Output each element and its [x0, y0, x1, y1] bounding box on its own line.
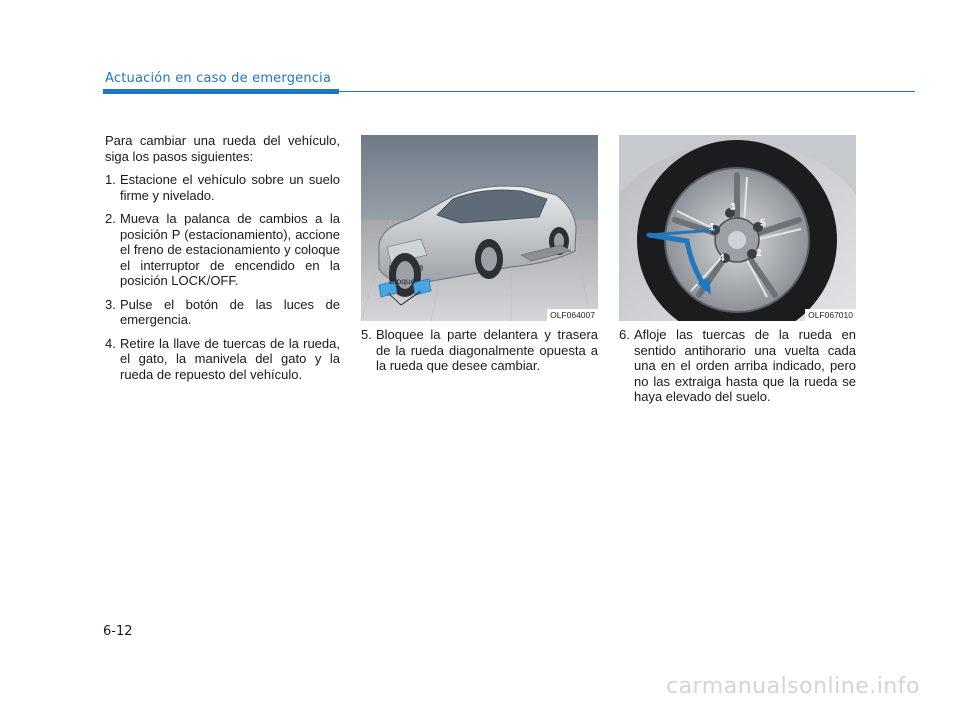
middle-column — [361, 327, 598, 382]
step-text: Estacione el vehículo sobre un suelo firme y nivelado. — [120, 172, 340, 203]
block-label: Bloque — [389, 276, 416, 286]
step-number: 3. — [105, 296, 116, 312]
header-rule — [339, 91, 915, 92]
step-item — [105, 297, 340, 328]
wheel-nut-order-icon — [619, 135, 856, 321]
step-item — [619, 327, 856, 405]
step-item — [105, 211, 340, 289]
right-column — [619, 327, 856, 413]
step-item — [105, 336, 340, 383]
step-number: 6. — [619, 327, 630, 342]
step-text: Bloquee la parte delantera y trasera de la rueda diagonalmente opuesta a la rueda que desee cambiar. — [376, 327, 598, 373]
step-text: Retire la llave de tuercas de la rueda, el gato, la manivela del gato y la rueda de repuesto del vehículo. — [120, 335, 340, 382]
section-title: Actuación en caso de emergencia — [105, 71, 332, 86]
figure-code: OLF067010 — [805, 309, 856, 321]
car-illustration — [361, 135, 598, 321]
step-item — [105, 172, 340, 203]
wheel-illustration — [619, 135, 856, 321]
step-number: 4. — [105, 335, 116, 351]
nut-number-5: 5 — [760, 218, 766, 229]
step-item — [361, 327, 598, 374]
watermark: carmanualsonline.info — [666, 674, 920, 699]
step-text: Pulse el botón de las luces de emergencia. — [120, 296, 340, 327]
step-number: 5. — [361, 327, 372, 342]
step-text: Mueva la palanca de cambios a la posición P (estacionamiento), accione el freno de estacionamiento y coloque el interruptor de encendido en la posición LOCK/OFF. — [120, 211, 340, 288]
page-number: 6-12 — [103, 624, 133, 639]
step-number: 2. — [105, 211, 116, 226]
figure-code: OLF064007 — [547, 309, 598, 321]
car-with-blocks-icon — [361, 135, 598, 321]
nut-number-3: 3 — [730, 202, 736, 213]
nut-number-1: 1 — [709, 222, 715, 233]
step-text: Afloje las tuercas de la rueda en sentido antihorario una vuelta cada una en el orden arriba indicado, pero no las extraiga hasta que la rueda se haya elevado del suelo. — [634, 327, 856, 404]
nut-number-4: 4 — [719, 253, 725, 264]
step-number: 1. — [105, 172, 116, 187]
header-accent-bar — [103, 89, 339, 94]
intro-text: Para cambiar una rueda del vehículo, siga los pasos siguientes: — [105, 133, 340, 164]
nut-number-2: 2 — [756, 248, 762, 259]
left-column — [105, 133, 340, 390]
